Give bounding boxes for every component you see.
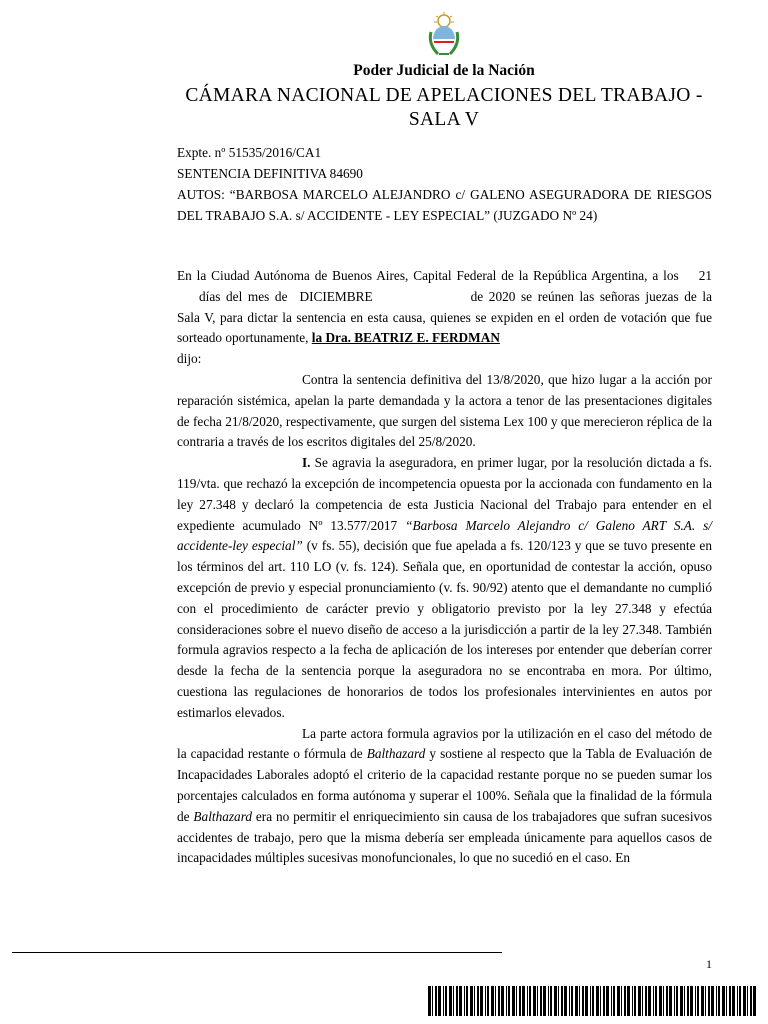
paragraph-3-part-c: era no permitir el enriquecimiento sin causa de los trabajadores que sufran sucesivos accidentes de trabajo, pero que la misma debería ser empleada únicamente para aquellos casos de incapacidades múltiples sucesivas monofuncionales, lo que no sucedió en el caso. En: [177, 808, 712, 866]
footnote-divider: [12, 952, 502, 953]
case-number: Expte. nº 51535/2016/CA1: [177, 145, 322, 160]
intro-los: los: [663, 268, 679, 283]
court-title-line-2: SALA V: [408, 109, 480, 130]
balthazard-term-2: Balthazard: [193, 808, 253, 824]
paragraph-3-part-b: y sostiene al respecto que la Tabla de Evaluación de Incapacidades Laborales adoptó el criterio de la capacidad restante porque no se pueden sumar los porcentajes calculados en forma autónoma y superar el 100%. Señala que la finalidad de la fórmula de: [177, 746, 713, 824]
paragraph-2-part-a: Se agravia la aseguradora, en primer lugar, por la resolución dictada a fs. 119/vta. que rechazó la excepción de incompetencia opuesta por la accionada con fundamento en la ley 27.348 y declaró la competencia de esta Justicia Nacional del Trabajo para entender en el expediente acumulado Nº 13.577/2017: [177, 455, 713, 533]
barcode-icon: [428, 986, 758, 1016]
paragraph-3: [177, 724, 712, 870]
intro-day: 21: [698, 268, 712, 283]
intro-la: la: [311, 330, 323, 346]
organization-name: Poder Judicial de la Nación: [353, 62, 535, 79]
paragraph-3-part-a: La parte actora formula agravios por la utilización en el caso del método de la capacidad restante o fórmula de: [177, 725, 712, 762]
intro-line-1: En la Ciudad Autónoma de Buenos Aires, Capital Federal de la República Argentina, a: [177, 268, 659, 283]
paragraph-2-part-b: (v fs. 55), decisión que fue apelada a fs. 120/123 y que se tuvo presente en los términos del art. 110 LO (v. fs. 124). Señala que, en oportunidad de contestar la acción, opuso excepción de previo y especial pronunciamiento (v. fs. 90/92) atento que el demandante no cumplió con el procedimiento de carácter previo y obligatorio previsto por la ley 27.348 y efectúa consideraciones sobre el nuevo diseño de acceso a la jurisdicción a partir de la ley 27.348. También formula agravios respecto a la fecha de aplicación de los intereses por entender que deberían correr desde la fecha de la sentencia porque la aseguradora no se encontraba en mora. Por último, cuestiona las regulaciones de honorarios de todos los profesionales intervinientes en autos por estimarlos elevados.: [177, 538, 712, 720]
intro-month: DICIEMBRE: [299, 288, 373, 304]
paragraph-1: Contra la sentencia definitiva del 13/8/2020, que hizo lugar a la acción por reparación sistémica, apelan la parte demandada y la actora a tenor de las presentaciones digitales de fecha 21/8/2020, respectivamente, que surgen del sistema Lex 100 y que merecieron réplica de la contraria a través de los escritos digitales del 25/8/2020.: [177, 371, 712, 450]
court-title: [40, 84, 768, 132]
intro-year: de 2020 se reúnen las señoras: [470, 288, 640, 304]
intro-dijo: dijo:: [177, 351, 202, 367]
sentence-number: SENTENCIA DEFINITIVA 84690: [177, 166, 363, 181]
balthazard-term-1: Balthazard: [366, 746, 426, 762]
paragraph-2: [177, 453, 712, 723]
case-caption: AUTOS: “BARBOSA MARCELO ALEJANDRO c/ GALENO ASEGURADORA DE RIESGOS DEL TRABAJO S.A. s/ ACCIDENTE - LEY ESPECIAL” (JUZGADO Nº 24): [177, 187, 712, 223]
intro-paragraph: [177, 266, 712, 370]
page-number: 1: [706, 957, 712, 971]
document-body: [177, 266, 712, 869]
section-label-i: I.: [302, 455, 311, 471]
intro-dias: días del mes de: [199, 288, 288, 304]
case-title-italic: “Barbosa Marcelo Alejandro c/ Galeno ART S.A. s/ accidente-ley especial”: [177, 517, 712, 554]
intro-rest: juezas de la Sala V, para dictar la sentencia en esta causa, quienes se expiden en el orden de votación que fue sorteado oportunamente,: [177, 288, 712, 346]
court-title-line-1: CÁMARA NACIONAL DE APELACIONES DEL TRABAJO -: [185, 85, 703, 106]
judge-name: Dra. BEATRIZ E. FERDMAN: [325, 330, 500, 346]
case-metadata: [177, 142, 712, 226]
national-coat-of-arms-icon: [424, 12, 464, 58]
